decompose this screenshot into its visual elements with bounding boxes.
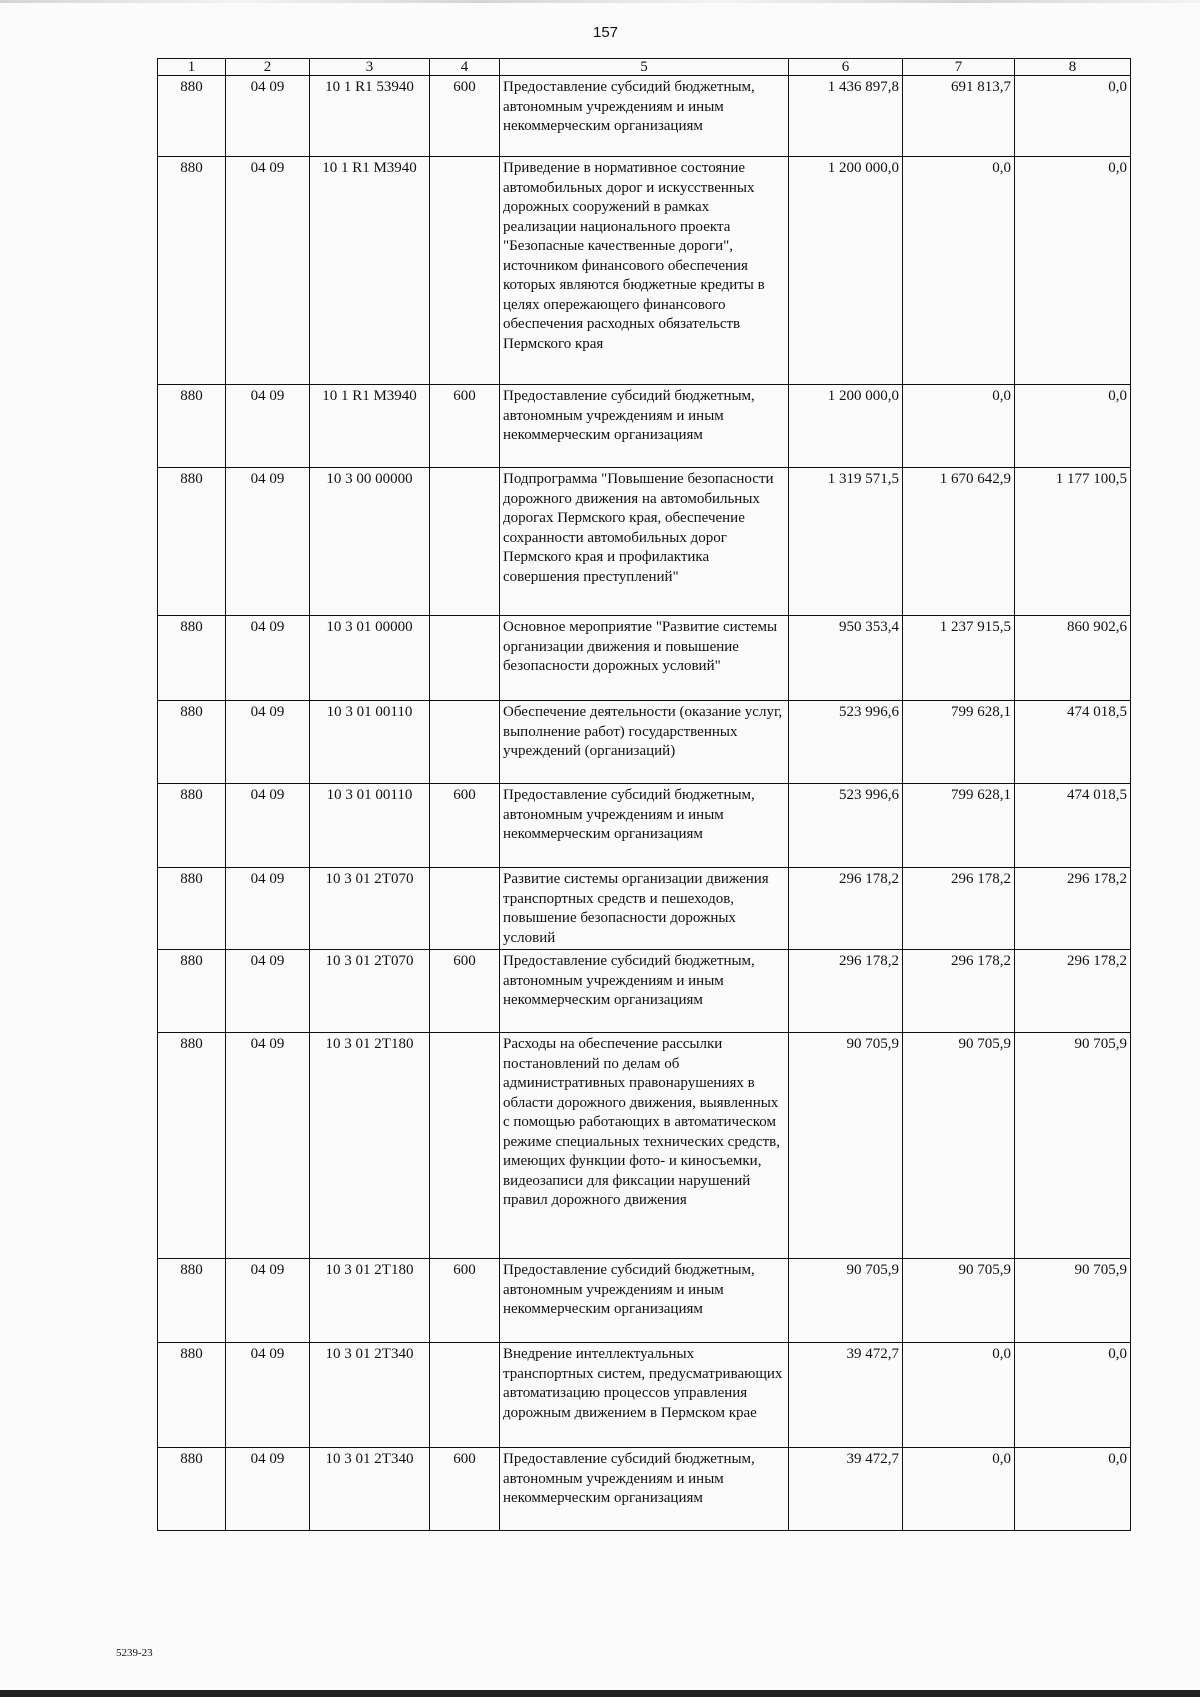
amount-col-7: 1 670 642,9	[903, 468, 1015, 616]
target-article: 10 3 00 00000	[310, 468, 430, 616]
target-article: 10 3 01 2Т070	[310, 868, 430, 950]
expense-type: 600	[430, 950, 500, 1033]
amount-col-7: 691 813,7	[903, 76, 1015, 157]
target-article: 10 1 R1 М3940	[310, 157, 430, 385]
column-header-3: 3	[310, 59, 430, 76]
column-header-8: 8	[1015, 59, 1131, 76]
section-code: 04 09	[226, 701, 310, 784]
table-row	[158, 385, 1131, 468]
section-code: 04 09	[226, 784, 310, 868]
amount-col-6: 523 996,6	[789, 784, 903, 868]
amount-col-6: 1 200 000,0	[789, 385, 903, 468]
ministry-code: 880	[158, 385, 226, 468]
amount-col-7: 296 178,2	[903, 868, 1015, 950]
ministry-code: 880	[158, 1259, 226, 1343]
amount-col-8: 860 902,6	[1015, 616, 1131, 701]
page-number: 157	[592, 24, 619, 41]
amount-col-8: 0,0	[1015, 1448, 1131, 1531]
ministry-code: 880	[158, 616, 226, 701]
amount-col-8: 474 018,5	[1015, 784, 1131, 868]
section-code: 04 09	[226, 950, 310, 1033]
ministry-code: 880	[158, 701, 226, 784]
item-description: Предоставление субсидий бюджетным, автономным учреждениям и иным некоммерческим организациям	[500, 385, 789, 468]
amount-col-6: 296 178,2	[789, 868, 903, 950]
expense-type	[430, 701, 500, 784]
expense-type	[430, 1033, 500, 1259]
item-description: Подпрограмма "Повышение безопасности дорожного движения на автомобильных дорогах Пермского края, обеспечение сохранности автомобильных дорог Пермского края и профилактика совершения преступлений"	[500, 468, 789, 616]
section-code: 04 09	[226, 1343, 310, 1448]
table-row	[158, 157, 1131, 385]
column-header-5: 5	[500, 59, 789, 76]
budget-table	[157, 58, 1131, 1531]
table-row	[158, 468, 1131, 616]
amount-col-8: 0,0	[1015, 1343, 1131, 1448]
ministry-code: 880	[158, 1448, 226, 1531]
expense-type	[430, 1343, 500, 1448]
document-code: 5239-23	[116, 1647, 153, 1659]
item-description: Предоставление субсидий бюджетным, автономным учреждениям и иным некоммерческим организациям	[500, 1448, 789, 1531]
ministry-code: 880	[158, 468, 226, 616]
section-code: 04 09	[226, 157, 310, 385]
item-description: Приведение в нормативное состояние автомобильных дорог и искусственных дорожных сооружений в рамках реализации национального проекта "Безопасные качественные дороги", источником финансового обеспечения которых являются бюджетные кредиты в целях опережающего финансового обеспечения расходных обязательств Пермского края	[500, 157, 789, 385]
table-row	[158, 1033, 1131, 1259]
item-description: Основное мероприятие "Развитие системы организации движения и повышение безопасности дорожных условий"	[500, 616, 789, 701]
expense-type: 600	[430, 76, 500, 157]
table-row	[158, 76, 1131, 157]
amount-col-6: 950 353,4	[789, 616, 903, 701]
ministry-code: 880	[158, 76, 226, 157]
column-header-6: 6	[789, 59, 903, 76]
target-article: 10 3 01 00000	[310, 616, 430, 701]
item-description: Предоставление субсидий бюджетным, автономным учреждениям и иным некоммерческим организациям	[500, 76, 789, 157]
item-description: Предоставление субсидий бюджетным, автономным учреждениям и иным некоммерческим организациям	[500, 950, 789, 1033]
amount-col-7: 0,0	[903, 1343, 1015, 1448]
expense-type	[430, 868, 500, 950]
amount-col-6: 523 996,6	[789, 701, 903, 784]
table-row	[158, 1343, 1131, 1448]
target-article: 10 3 01 2Т180	[310, 1033, 430, 1259]
table-row	[158, 950, 1131, 1033]
table-row	[158, 1259, 1131, 1343]
scan-edge-bottom	[0, 1690, 1200, 1697]
ministry-code: 880	[158, 950, 226, 1033]
section-code: 04 09	[226, 616, 310, 701]
amount-col-8: 296 178,2	[1015, 868, 1131, 950]
item-description: Предоставление субсидий бюджетным, автономным учреждениям и иным некоммерческим организациям	[500, 1259, 789, 1343]
amount-col-6: 39 472,7	[789, 1343, 903, 1448]
column-header-4: 4	[430, 59, 500, 76]
ministry-code: 880	[158, 784, 226, 868]
item-description: Предоставление субсидий бюджетным, автономным учреждениям и иным некоммерческим организациям	[500, 784, 789, 868]
amount-col-7: 799 628,1	[903, 701, 1015, 784]
amount-col-8: 0,0	[1015, 157, 1131, 385]
ministry-code: 880	[158, 868, 226, 950]
item-description: Расходы на обеспечение рассылки постановлений по делам об административных правонарушениях в области дорожного движения, выявленных с помощью работающих в автоматическом режиме специальных технических средств, имеющих функции фото- и киносъемки, видеозаписи для фиксации нарушений правил дорожного движения	[500, 1033, 789, 1259]
section-code: 04 09	[226, 468, 310, 616]
section-code: 04 09	[226, 1259, 310, 1343]
table-row	[158, 701, 1131, 784]
expense-type: 600	[430, 784, 500, 868]
target-article: 10 1 R1 М3940	[310, 385, 430, 468]
section-code: 04 09	[226, 385, 310, 468]
amount-col-8: 90 705,9	[1015, 1033, 1131, 1259]
item-description: Развитие системы организации движения транспортных средств и пешеходов, повышение безопасности дорожных условий	[500, 868, 789, 950]
amount-col-7: 90 705,9	[903, 1259, 1015, 1343]
target-article: 10 1 R1 53940	[310, 76, 430, 157]
amount-col-7: 296 178,2	[903, 950, 1015, 1033]
ministry-code: 880	[158, 1033, 226, 1259]
amount-col-6: 1 319 571,5	[789, 468, 903, 616]
expense-type: 600	[430, 385, 500, 468]
column-number-row	[158, 59, 1131, 76]
target-article: 10 3 01 00110	[310, 701, 430, 784]
amount-col-6: 39 472,7	[789, 1448, 903, 1531]
table-row	[158, 616, 1131, 701]
section-code: 04 09	[226, 868, 310, 950]
amount-col-7: 0,0	[903, 157, 1015, 385]
expense-type	[430, 468, 500, 616]
amount-col-6: 1 200 000,0	[789, 157, 903, 385]
amount-col-7: 0,0	[903, 385, 1015, 468]
expense-type	[430, 616, 500, 701]
amount-col-8: 90 705,9	[1015, 1259, 1131, 1343]
section-code: 04 09	[226, 1448, 310, 1531]
amount-col-7: 0,0	[903, 1448, 1015, 1531]
ministry-code: 880	[158, 1343, 226, 1448]
amount-col-7: 1 237 915,5	[903, 616, 1015, 701]
target-article: 10 3 01 2Т340	[310, 1448, 430, 1531]
section-code: 04 09	[226, 1033, 310, 1259]
column-header-2: 2	[226, 59, 310, 76]
column-header-7: 7	[903, 59, 1015, 76]
section-code: 04 09	[226, 76, 310, 157]
table-row	[158, 1448, 1131, 1531]
target-article: 10 3 01 2Т340	[310, 1343, 430, 1448]
table-row	[158, 868, 1131, 950]
expense-type: 600	[430, 1448, 500, 1531]
amount-col-8: 0,0	[1015, 385, 1131, 468]
expense-type	[430, 157, 500, 385]
target-article: 10 3 01 2Т070	[310, 950, 430, 1033]
target-article: 10 3 01 2Т180	[310, 1259, 430, 1343]
amount-col-6: 90 705,9	[789, 1259, 903, 1343]
table-row	[158, 784, 1131, 868]
amount-col-8: 1 177 100,5	[1015, 468, 1131, 616]
item-description: Внедрение интеллектуальных транспортных систем, предусматривающих автоматизацию процессов управления дорожным движением в Пермском крае	[500, 1343, 789, 1448]
target-article: 10 3 01 00110	[310, 784, 430, 868]
scan-edge	[0, 0, 1200, 3]
amount-col-8: 474 018,5	[1015, 701, 1131, 784]
expense-type: 600	[430, 1259, 500, 1343]
item-description: Обеспечение деятельности (оказание услуг, выполнение работ) государственных учреждений (организаций)	[500, 701, 789, 784]
amount-col-6: 296 178,2	[789, 950, 903, 1033]
amount-col-7: 90 705,9	[903, 1033, 1015, 1259]
ministry-code: 880	[158, 157, 226, 385]
amount-col-8: 0,0	[1015, 76, 1131, 157]
amount-col-6: 90 705,9	[789, 1033, 903, 1259]
column-header-1: 1	[158, 59, 226, 76]
amount-col-8: 296 178,2	[1015, 950, 1131, 1033]
amount-col-6: 1 436 897,8	[789, 76, 903, 157]
amount-col-7: 799 628,1	[903, 784, 1015, 868]
